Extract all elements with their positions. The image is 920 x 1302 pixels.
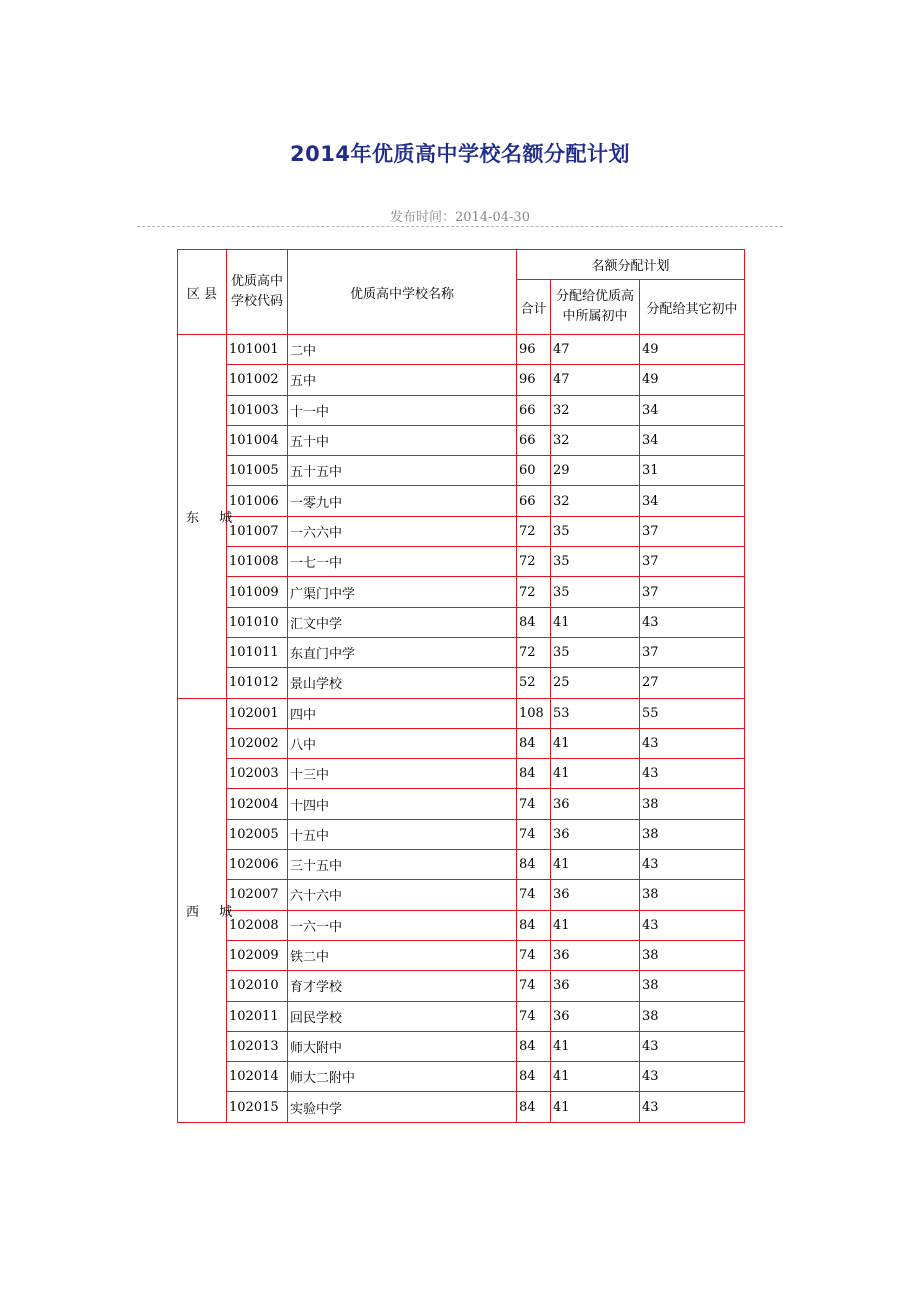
own-cell: 41 [551, 850, 640, 880]
code-cell: 102006 [227, 850, 288, 880]
table-row [178, 728, 745, 758]
table-row [178, 759, 745, 789]
total-cell: 108 [517, 698, 551, 728]
table-row [178, 607, 745, 637]
name-cell: 六十六中 [288, 880, 517, 910]
other-cell: 43 [640, 728, 745, 758]
total-cell: 74 [517, 971, 551, 1001]
district-cell: 西 城 [178, 698, 227, 1122]
code-cell: 101011 [227, 637, 288, 667]
other-cell: 38 [640, 971, 745, 1001]
other-cell: 38 [640, 789, 745, 819]
total-cell: 96 [517, 335, 551, 365]
code-cell: 101004 [227, 425, 288, 455]
own-cell: 32 [551, 486, 640, 516]
name-cell: 十五中 [288, 819, 517, 849]
own-cell: 35 [551, 637, 640, 667]
code-cell: 101010 [227, 607, 288, 637]
own-cell: 32 [551, 395, 640, 425]
table-row [178, 940, 745, 970]
table-row [178, 1092, 745, 1122]
other-cell: 38 [640, 819, 745, 849]
name-cell: 育才学校 [288, 971, 517, 1001]
other-cell: 43 [640, 910, 745, 940]
table-row [178, 335, 745, 365]
total-cell: 74 [517, 789, 551, 819]
name-cell: 景山学校 [288, 668, 517, 698]
code-cell: 102008 [227, 910, 288, 940]
allocation-table [177, 249, 745, 1123]
own-cell: 47 [551, 365, 640, 395]
name-cell: 三十五中 [288, 850, 517, 880]
other-cell: 38 [640, 880, 745, 910]
name-cell: 五十五中 [288, 456, 517, 486]
table-row [178, 1031, 745, 1061]
own-cell: 41 [551, 1062, 640, 1092]
district-cell: 东 城 [178, 335, 227, 699]
code-cell: 101008 [227, 547, 288, 577]
other-cell: 27 [640, 668, 745, 698]
total-cell: 52 [517, 668, 551, 698]
name-cell: 师大附中 [288, 1031, 517, 1061]
other-cell: 55 [640, 698, 745, 728]
own-cell: 41 [551, 1031, 640, 1061]
code-cell: 102003 [227, 759, 288, 789]
header-name: 优质高中学校名称 [288, 250, 517, 335]
table-row [178, 1062, 745, 1092]
code-cell: 102007 [227, 880, 288, 910]
own-cell: 36 [551, 971, 640, 1001]
header-other: 分配给其它初中 [640, 280, 745, 335]
table-row [178, 547, 745, 577]
name-cell: 五中 [288, 365, 517, 395]
total-cell: 84 [517, 850, 551, 880]
total-cell: 84 [517, 1062, 551, 1092]
total-cell: 84 [517, 728, 551, 758]
total-cell: 66 [517, 425, 551, 455]
code-cell: 102002 [227, 728, 288, 758]
table-row [178, 910, 745, 940]
table-row [178, 577, 745, 607]
table-row [178, 850, 745, 880]
name-cell: 一零九中 [288, 486, 517, 516]
name-cell: 东直门中学 [288, 637, 517, 667]
table-row [178, 880, 745, 910]
table-row [178, 1001, 745, 1031]
name-cell: 铁二中 [288, 940, 517, 970]
table-row [178, 365, 745, 395]
own-cell: 53 [551, 698, 640, 728]
own-cell: 41 [551, 728, 640, 758]
own-cell: 25 [551, 668, 640, 698]
table-row [178, 395, 745, 425]
table-row [178, 486, 745, 516]
code-cell: 101006 [227, 486, 288, 516]
table-row [178, 637, 745, 667]
header-plan: 名额分配计划 [517, 250, 745, 280]
total-cell: 66 [517, 486, 551, 516]
code-cell: 102015 [227, 1092, 288, 1122]
divider [137, 226, 783, 227]
name-cell: 一六六中 [288, 516, 517, 546]
other-cell: 38 [640, 1001, 745, 1031]
name-cell: 师大二附中 [288, 1062, 517, 1092]
total-cell: 72 [517, 577, 551, 607]
own-cell: 36 [551, 1001, 640, 1031]
own-cell: 41 [551, 1092, 640, 1122]
other-cell: 43 [640, 759, 745, 789]
other-cell: 49 [640, 335, 745, 365]
total-cell: 84 [517, 607, 551, 637]
name-cell: 十三中 [288, 759, 517, 789]
total-cell: 66 [517, 395, 551, 425]
other-cell: 43 [640, 1031, 745, 1061]
own-cell: 41 [551, 759, 640, 789]
total-cell: 60 [517, 456, 551, 486]
code-cell: 101007 [227, 516, 288, 546]
own-cell: 29 [551, 456, 640, 486]
table-row [178, 456, 745, 486]
own-cell: 35 [551, 516, 640, 546]
table-row [178, 971, 745, 1001]
name-cell: 实验中学 [288, 1092, 517, 1122]
name-cell: 汇文中学 [288, 607, 517, 637]
code-cell: 102004 [227, 789, 288, 819]
total-cell: 84 [517, 759, 551, 789]
publish-time: 发布时间：2014-04-30 [390, 210, 530, 225]
other-cell: 31 [640, 456, 745, 486]
table-row [178, 668, 745, 698]
code-cell: 102014 [227, 1062, 288, 1092]
other-cell: 43 [640, 607, 745, 637]
own-cell: 36 [551, 940, 640, 970]
table-row [178, 425, 745, 455]
total-cell: 74 [517, 940, 551, 970]
other-cell: 49 [640, 365, 745, 395]
other-cell: 43 [640, 1092, 745, 1122]
total-cell: 84 [517, 1092, 551, 1122]
name-cell: 十四中 [288, 789, 517, 819]
table-row [178, 819, 745, 849]
own-cell: 36 [551, 819, 640, 849]
code-cell: 101005 [227, 456, 288, 486]
total-cell: 74 [517, 1001, 551, 1031]
table-row [178, 698, 745, 728]
header-total: 合计 [517, 280, 551, 335]
own-cell: 41 [551, 910, 640, 940]
code-cell: 102009 [227, 940, 288, 970]
name-cell: 广渠门中学 [288, 577, 517, 607]
own-cell: 32 [551, 425, 640, 455]
total-cell: 74 [517, 819, 551, 849]
total-cell: 72 [517, 547, 551, 577]
other-cell: 37 [640, 516, 745, 546]
name-cell: 五十中 [288, 425, 517, 455]
other-cell: 34 [640, 486, 745, 516]
name-cell: 回民学校 [288, 1001, 517, 1031]
code-cell: 101003 [227, 395, 288, 425]
code-cell: 101002 [227, 365, 288, 395]
name-cell: 八中 [288, 728, 517, 758]
code-cell: 101012 [227, 668, 288, 698]
page-title: 2014年优质高中学校名额分配计划 [290, 142, 630, 166]
other-cell: 43 [640, 850, 745, 880]
table-row [178, 789, 745, 819]
other-cell: 38 [640, 940, 745, 970]
name-cell: 一六一中 [288, 910, 517, 940]
own-cell: 36 [551, 880, 640, 910]
code-cell: 101001 [227, 335, 288, 365]
total-cell: 84 [517, 910, 551, 940]
own-cell: 35 [551, 577, 640, 607]
total-cell: 96 [517, 365, 551, 395]
other-cell: 43 [640, 1062, 745, 1092]
other-cell: 34 [640, 425, 745, 455]
code-cell: 102011 [227, 1001, 288, 1031]
code-cell: 102001 [227, 698, 288, 728]
own-cell: 41 [551, 607, 640, 637]
header-district: 区 县 [178, 250, 227, 335]
own-cell: 35 [551, 547, 640, 577]
code-cell: 101009 [227, 577, 288, 607]
name-cell: 四中 [288, 698, 517, 728]
name-cell: 一七一中 [288, 547, 517, 577]
total-cell: 74 [517, 880, 551, 910]
code-cell: 102013 [227, 1031, 288, 1061]
code-cell: 102005 [227, 819, 288, 849]
header-own: 分配给优质高中所属初中 [551, 280, 640, 335]
own-cell: 47 [551, 335, 640, 365]
name-cell: 二中 [288, 335, 517, 365]
table-row [178, 516, 745, 546]
other-cell: 37 [640, 577, 745, 607]
total-cell: 72 [517, 516, 551, 546]
name-cell: 十一中 [288, 395, 517, 425]
other-cell: 37 [640, 637, 745, 667]
table-body [178, 335, 745, 1123]
total-cell: 84 [517, 1031, 551, 1061]
other-cell: 34 [640, 395, 745, 425]
total-cell: 72 [517, 637, 551, 667]
own-cell: 36 [551, 789, 640, 819]
other-cell: 37 [640, 547, 745, 577]
code-cell: 102010 [227, 971, 288, 1001]
header-code: 优质高中学校代码 [227, 250, 288, 335]
